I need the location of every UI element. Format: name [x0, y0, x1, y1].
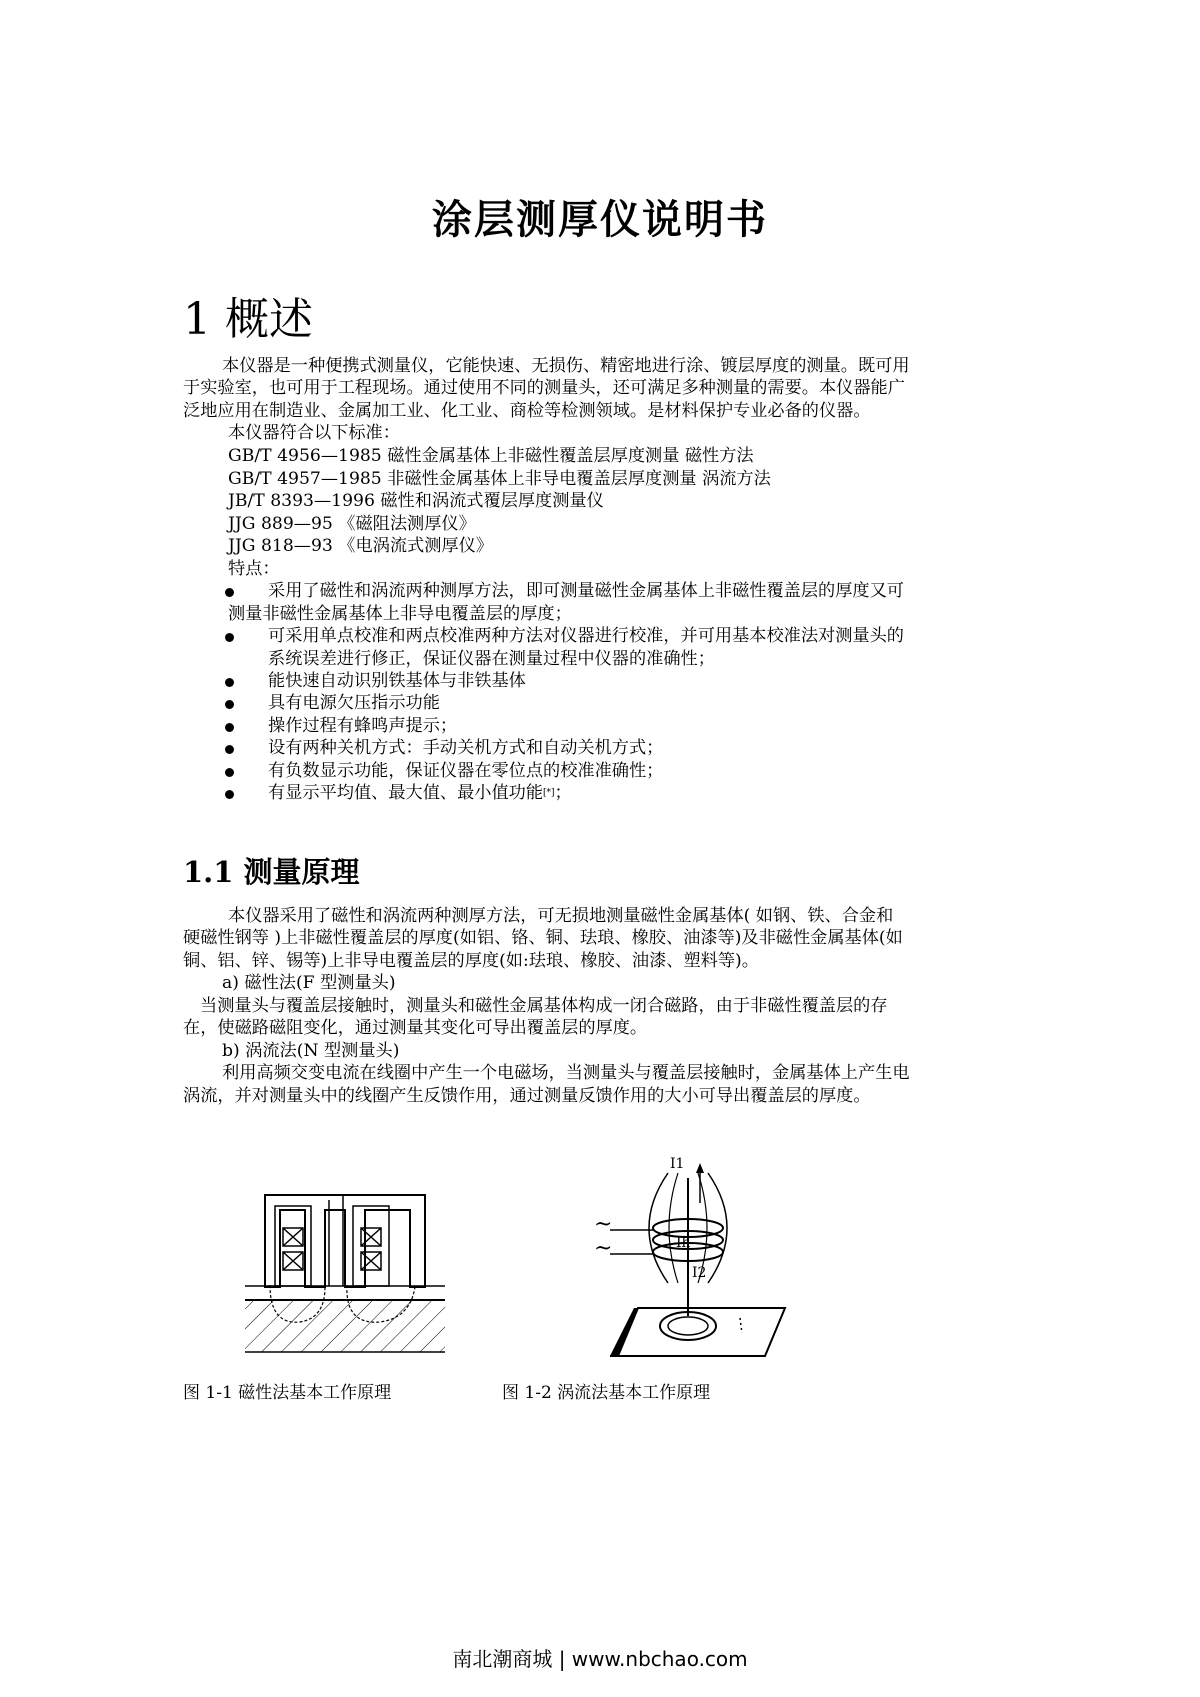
figure-caption-1: 图 1-1 磁性法基本工作原理 [183, 1383, 392, 1403]
feature-text: 测量非磁性金属基体上非导电覆盖层的厚度； [228, 604, 572, 624]
bullet-icon [225, 678, 234, 687]
feature-text: 能快速自动识别铁基体与非铁基体 [268, 671, 526, 691]
feature-item [225, 715, 1025, 737]
standard-item: JJG 889—95 《磁阻法测厚仪》 [228, 514, 476, 534]
method-b-label: b) 涡流法(N 型测量头) [222, 1041, 400, 1061]
principle-line: 硬磁性钢等 )上非磁性覆盖层的厚度(如铝、铬、铜、珐琅、橡胶、油漆等)及非磁性金属基体(如 [183, 928, 903, 948]
intro-line-1: 本仪器是一种便携式测量仪，它能快速、无损伤、精密地进行涂、镀层厚度的测量。既可用 [222, 356, 910, 376]
feature-item [225, 782, 1025, 804]
feature-text: 可采用单点校准和两点校准两种方法对仪器进行校准，并可用基本校准法对测量头的 [268, 626, 904, 646]
standard-item: JJG 818—93 《电涡流式测厚仪》 [228, 536, 493, 556]
section-heading-overview: 1 概述 [183, 294, 313, 345]
method-a-label: a) 磁性法(F 型测量头) [222, 973, 396, 993]
feature-item [225, 580, 1025, 625]
standard-item: JB/T 8393—1996 磁性和涡流式覆层厚度测量仪 [228, 491, 604, 511]
magnetic-method-figure [245, 1190, 450, 1355]
principle-line: 铜、铝、锌、锡等)上非导电覆盖层的厚度(如:珐琅、橡胶、油漆、塑料等)。 [183, 951, 759, 971]
feature-text: 操作过程有蜂鸣声提示； [268, 716, 458, 736]
feature-item [225, 760, 1025, 782]
bullet-icon [225, 745, 234, 754]
feature-text-tail: ； [554, 783, 572, 803]
current-label: I1 [670, 1156, 685, 1172]
feature-item [225, 625, 1025, 670]
current-label: I2 [692, 1265, 707, 1281]
feature-text: 有负数显示功能，保证仪器在零位点的校准准确性； [268, 761, 664, 781]
principle-line: 本仪器采用了磁性和涡流两种测厚方法，可无损地测量磁性金属基体( 如钢、铁、合金和 [228, 906, 894, 926]
bullet-icon [225, 588, 234, 597]
bullet-icon [225, 768, 234, 777]
intro-line-3: 泛地应用在制造业、金属加工业、化工业、商检等检测领域。是材料保护专业必备的仪器。 [183, 401, 871, 421]
ac-source-icon: ~ [594, 1236, 613, 1261]
feature-text: 系统误差进行修正，保证仪器在测量过程中仪器的准确性； [268, 649, 715, 669]
bullet-icon [225, 700, 234, 709]
eddy-current-figure [590, 1158, 790, 1358]
footnote-mark: [*] [543, 788, 555, 798]
feature-text: 设有两种关机方式：手动关机方式和自动关机方式； [268, 738, 664, 758]
bullet-icon [225, 790, 234, 799]
feature-item [225, 670, 1025, 692]
feature-text: 具有电源欠压指示功能 [268, 693, 440, 713]
footer-watermark: 南北潮商城 | www.nbchao.com [452, 1647, 748, 1671]
document-title: 涂层测厚仪说明书 [432, 196, 768, 243]
features-label: 特点： [228, 559, 280, 579]
feature-item [225, 737, 1025, 759]
method-b-line: 涡流，并对测量头中的线圈产生反馈作用，通过测量反馈作用的大小可导出覆盖层的厚度。 [183, 1086, 871, 1106]
standard-item: GB/T 4957—1985 非磁性金属基体上非导电覆盖层厚度测量 涡流方法 [228, 469, 771, 489]
current-label: Ih [676, 1235, 691, 1251]
method-b-line: 利用高频交变电流在线圈中产生一个电磁场，当测量头与覆盖层接触时，金属基体上产生电 [222, 1063, 910, 1083]
feature-item [225, 692, 1025, 714]
standards-intro: 本仪器符合以下标准： [228, 423, 400, 443]
figure-caption-2: 图 1-2 涡流法基本工作原理 [502, 1383, 711, 1403]
feature-text-wrap [268, 782, 572, 805]
bullet-icon [225, 633, 234, 642]
intro-line-2: 于实验室，也可用于工程现场。通过使用不同的测量头，还可满足多种测量的需要。本仪器能广 [183, 378, 905, 398]
feature-text: 采用了磁性和涡流两种测厚方法，即可测量磁性金属基体上非磁性覆盖层的厚度又可 [268, 581, 904, 601]
feature-text: 有显示平均值、最大值、最小值功能 [268, 783, 544, 803]
method-a-line: 当测量头与覆盖层接触时，测量头和磁性金属基体构成一闭合磁路，由于非磁性覆盖层的存 [200, 996, 888, 1016]
ac-source-icon: ~ [594, 1212, 613, 1237]
section-heading-principle: 1.1 测量原理 [183, 855, 360, 889]
standard-item: GB/T 4956—1985 磁性金属基体上非磁性覆盖层厚度测量 磁性方法 [228, 446, 754, 466]
bullet-icon [225, 723, 234, 732]
method-a-line: 在，使磁路磁阻变化，通过测量其变化可导出覆盖层的厚度。 [183, 1018, 648, 1038]
